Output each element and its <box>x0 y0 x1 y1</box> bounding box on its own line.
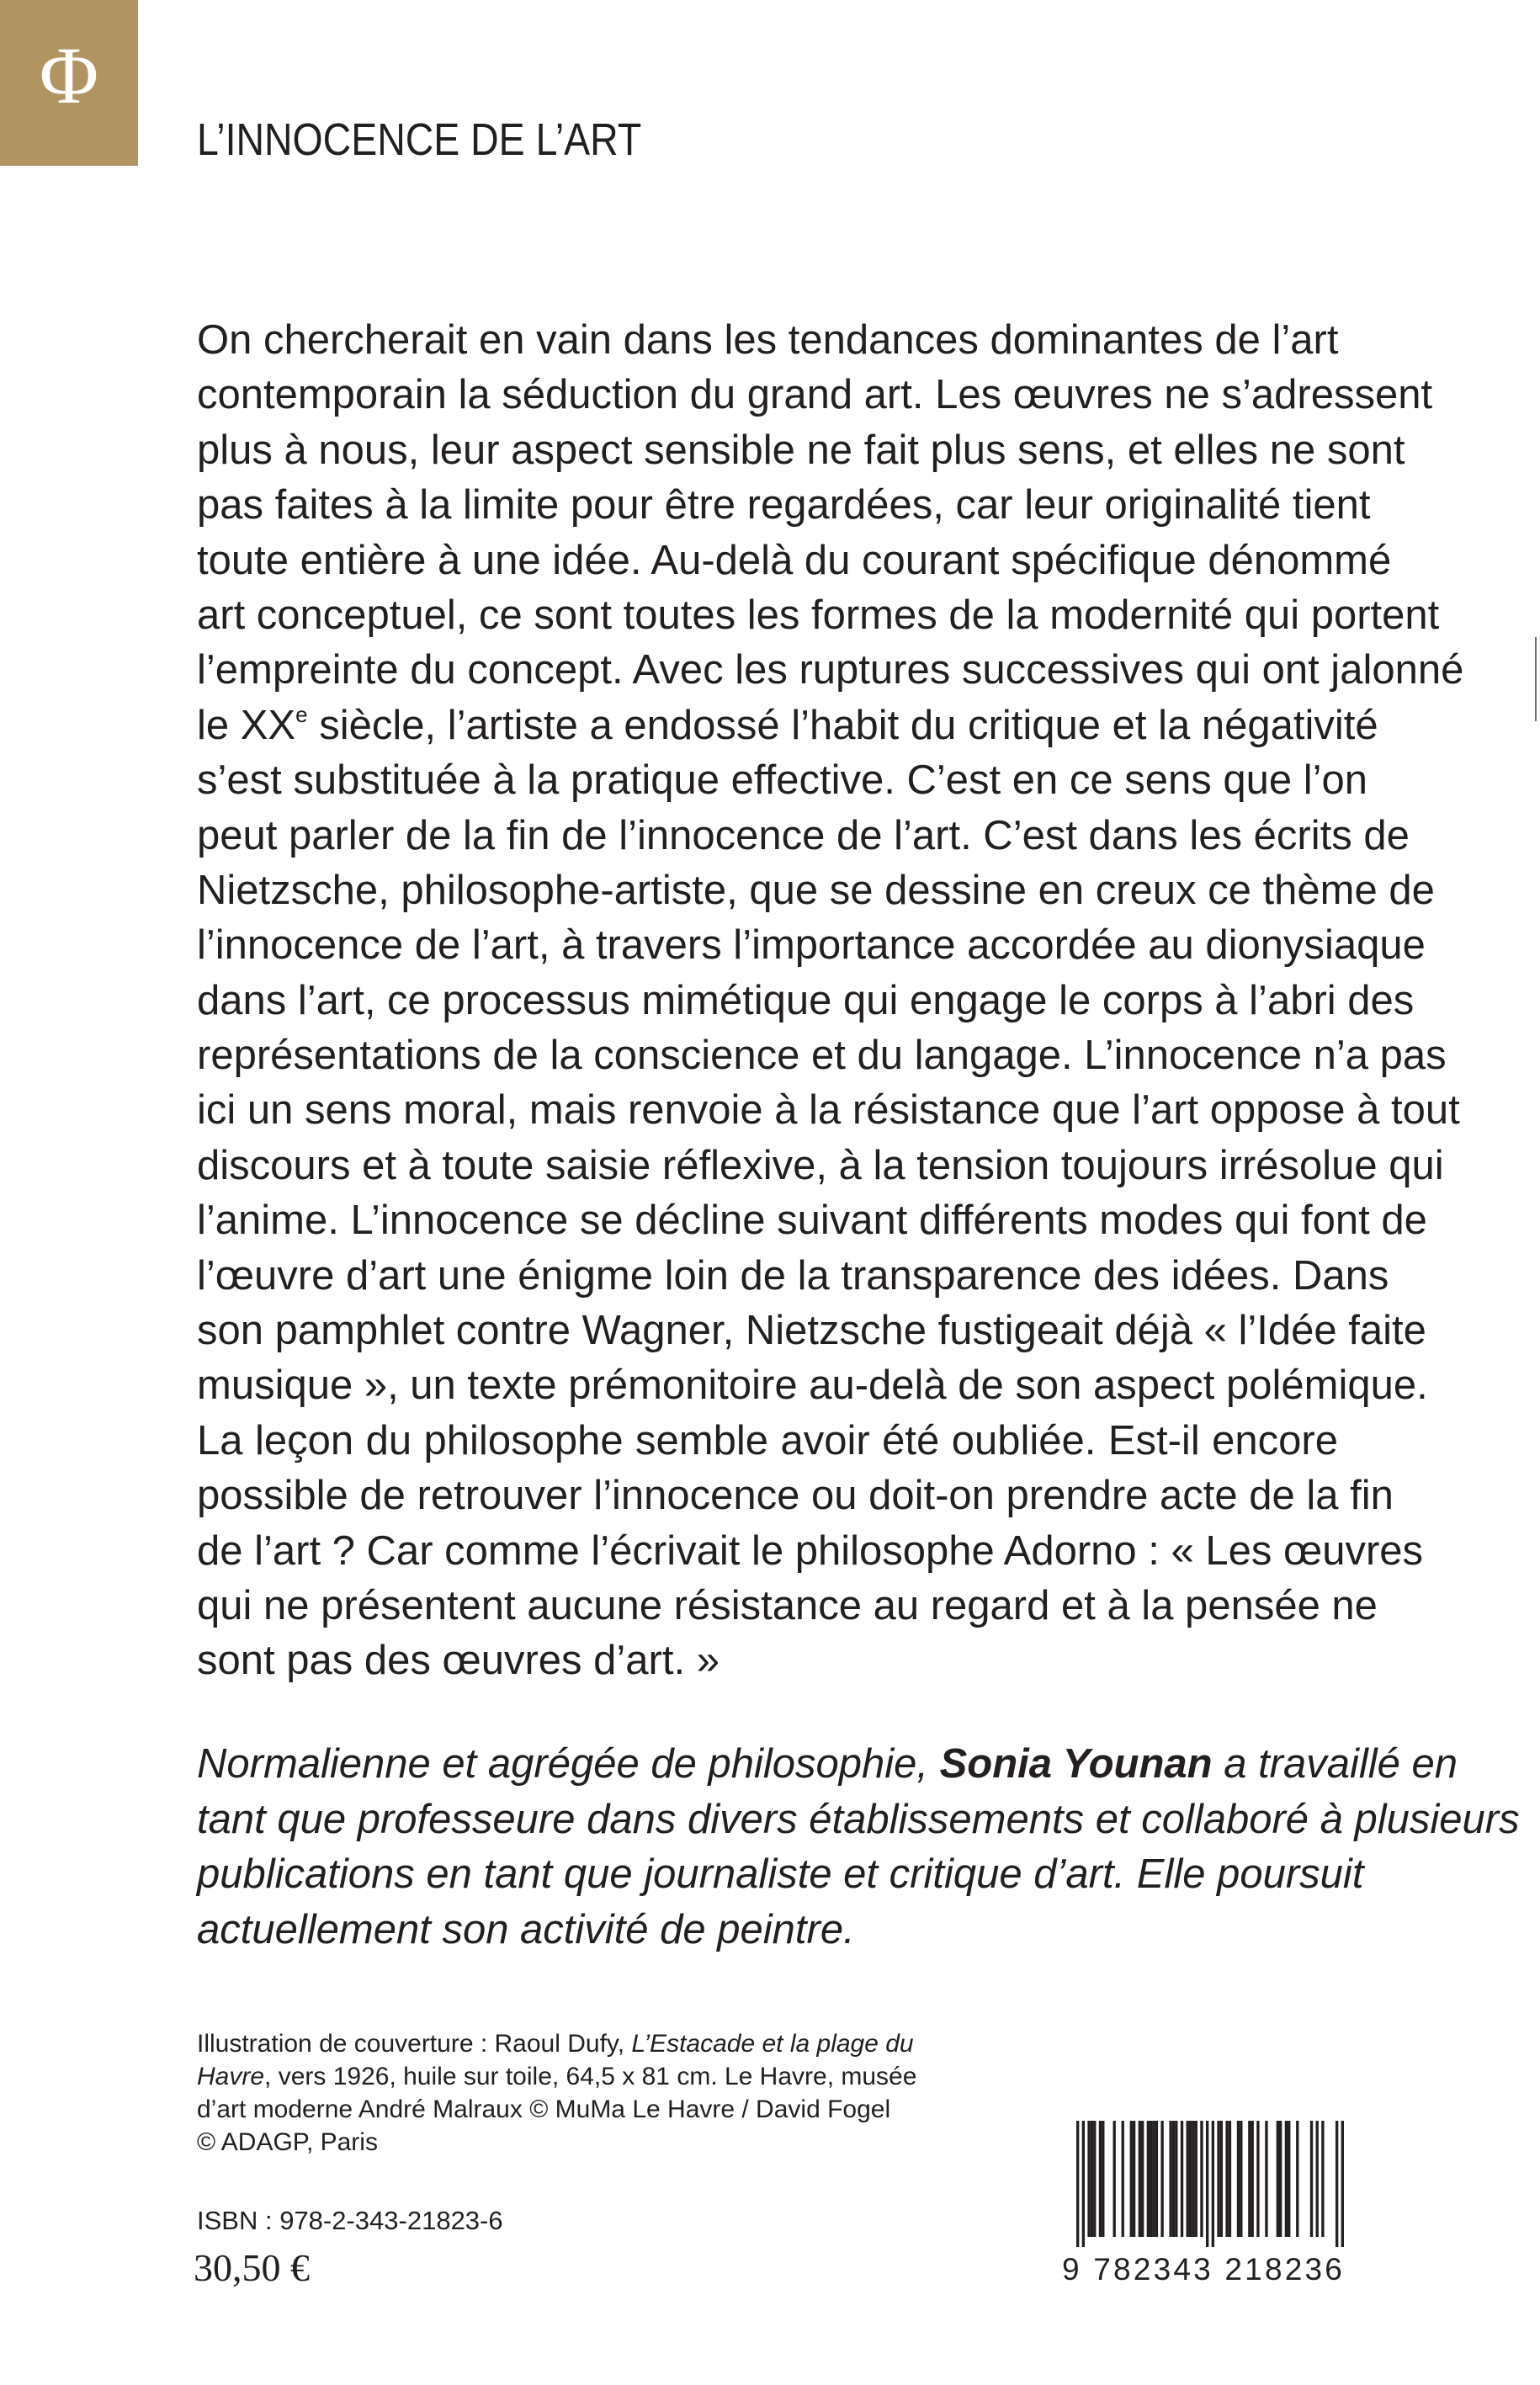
barcode-bar <box>1321 2121 1324 2237</box>
barcode-bar <box>1130 2121 1133 2237</box>
bio-intro: Normalienne et agrégée de philosophie, <box>197 1741 940 1787</box>
artwork-title-end: Havre <box>197 2063 265 2090</box>
barcode-bar <box>1195 2121 1197 2237</box>
century-superscript: e <box>295 701 308 727</box>
barcode-bar <box>1181 2121 1183 2237</box>
barcode-bar <box>1217 2121 1219 2237</box>
summary-line: l’innocence de l’art, à travers l’importance accordée au dionysiaque <box>197 922 1426 969</box>
summary-line: On chercherait en vain dans les tendances dominantes de l’art <box>197 317 1339 363</box>
phi-logo-icon <box>0 0 138 166</box>
barcode-bar <box>1200 2121 1203 2237</box>
summary-line: représentations de la conscience et du langage. L’innocence n’a pas <box>197 1033 1447 1079</box>
summary-line-century <box>197 699 1378 753</box>
summary-line: discours et à toute saisie réflexive, à la tension toujours irrésolue qui <box>197 1142 1444 1188</box>
barcode-number: 9 782343 218236 <box>1062 2252 1346 2287</box>
summary-line: pas faites à la limite pour être regardées, car leur originalité tient <box>197 482 1371 529</box>
barcode-bars-icon <box>1076 2121 1344 2247</box>
barcode-bar <box>1237 2121 1240 2237</box>
author-name: Sonia Younan <box>939 1741 1213 1787</box>
barcode-bar <box>1189 2121 1192 2237</box>
summary-line: peut parler de la fin de l’innocence de l’art. C’est dans les écrits de <box>197 812 1410 858</box>
barcode-bar <box>1169 2121 1171 2237</box>
logo-glyph-text: Φ <box>39 30 99 120</box>
cover-credit <box>197 2027 916 2159</box>
barcode-bar <box>1336 2121 1338 2247</box>
isbn-text: ISBN : 978-2-343-21823-6 <box>197 2206 503 2235</box>
edge-mark <box>1535 637 1537 721</box>
century-after: siècle, l’artiste a endossé l’habit du critique et la négativité <box>307 702 1378 748</box>
summary-line: art conceptuel, ce sont toutes les formes de la modernité qui portent <box>197 592 1440 638</box>
credit-line <box>197 2060 916 2093</box>
bio-intro-end: a travaillé en <box>1212 1741 1458 1787</box>
credit-prefix: Illustration de couverture : Raoul Dufy, <box>197 2030 632 2058</box>
summary-line: La leçon du philosophe semble avoir été oubliée. Est-il encore <box>197 1417 1338 1463</box>
barcode-bar <box>1225 2121 1228 2237</box>
summary-line: plus à nous, leur aspect sensible ne fait plus sens, et elles ne sont <box>197 427 1405 473</box>
barcode-bar <box>1175 2121 1177 2237</box>
publisher-logo <box>0 0 138 166</box>
barcode-bar <box>1113 2121 1116 2237</box>
price-text: 30,50 € <box>194 2246 310 2289</box>
ean-barcode <box>1062 2121 1346 2293</box>
bio-line: tant que professeure dans divers établissements et collaboré à plusieurs <box>197 1796 1520 1842</box>
barcode-bar <box>1248 2121 1251 2237</box>
summary-line: dans l’art, ce processus mimétique qui engage le corps à l’abri des <box>197 977 1415 1023</box>
century-before: le XX <box>197 702 296 748</box>
barcode-bar <box>1150 2121 1152 2237</box>
barcode-bar <box>1087 2121 1090 2237</box>
summary-line: qui ne présentent aucune résistance au regard et à la pensée ne <box>197 1582 1378 1628</box>
barcode-bar <box>1265 2121 1267 2237</box>
barcode-bar <box>1279 2121 1282 2237</box>
barcode-bar <box>1192 2121 1194 2237</box>
bio-line: publications en tant que journaliste et critique d’art. Elle poursuit <box>197 1851 1364 1898</box>
summary-line: l’œuvre d’art une énigme loin de la transparence des idées. Dans <box>197 1252 1389 1299</box>
bio-line <box>197 1737 1458 1793</box>
barcode-bar <box>1093 2121 1096 2237</box>
barcode-bar <box>1082 2121 1085 2247</box>
barcode-bar <box>1155 2121 1158 2237</box>
summary-line: ici un sens moral, mais renvoie à la résistance que l’art oppose à tout <box>197 1087 1460 1134</box>
barcode-bar <box>1212 2121 1214 2247</box>
barcode-bar <box>1285 2121 1288 2237</box>
barcode-bar <box>1139 2121 1141 2237</box>
credit-line: © ADAGP, Paris <box>197 2128 378 2156</box>
barcode-bar <box>1206 2121 1208 2247</box>
artwork-title: L’Estacade et la plage du <box>631 2030 914 2058</box>
barcode-bar <box>1240 2121 1242 2237</box>
barcode-bar <box>1133 2121 1135 2237</box>
bio-line: actuellement son activité de peintre. <box>197 1906 855 1952</box>
summary-line: sont pas des œuvres d’art. » <box>197 1638 720 1684</box>
summary-line: musique », un texte prémonitoire au-delà de son aspect polémique. <box>197 1362 1428 1409</box>
barcode-bar <box>1172 2121 1175 2237</box>
barcode-bar <box>1310 2121 1313 2237</box>
barcode-bar <box>1141 2121 1144 2237</box>
barcode-bar <box>1229 2121 1231 2237</box>
credit-line: d’art moderne André Malraux © MuMa Le Havre / David Fogel <box>197 2096 891 2123</box>
barcode-bar <box>1220 2121 1223 2237</box>
summary-text <box>197 313 1464 1689</box>
summary-line: possible de retrouver l’innocence ou doit-on prendre acte de la fin <box>197 1473 1394 1519</box>
author-bio <box>197 1737 1520 1957</box>
summary-line: Nietzsche, philosophe-artiste, que se dessine en creux ce thème de <box>197 867 1435 913</box>
barcode-bar <box>1122 2121 1124 2237</box>
barcode-bar <box>1091 2121 1093 2237</box>
book-title: L’INNOCENCE DE L’ART <box>197 114 642 165</box>
barcode-bar <box>1296 2121 1298 2237</box>
barcode-bar <box>1076 2121 1079 2247</box>
barcode-bar <box>1341 2121 1344 2247</box>
summary-line: l’empreinte du concept. Avec les ruptures successives qui ont jalonné <box>197 647 1464 693</box>
barcode-bar <box>1152 2121 1155 2237</box>
barcode-bar <box>1160 2121 1163 2237</box>
barcode-bar <box>1256 2121 1259 2237</box>
summary-line: s’est substituée à la pratique effective. C’est en ce sens que l’on <box>197 757 1367 804</box>
barcode-bar <box>1277 2121 1279 2237</box>
summary-line: l’anime. L’innocence se décline suivant différents modes qui font de <box>197 1198 1427 1244</box>
barcode-bar <box>1099 2121 1102 2237</box>
credit-line <box>197 2027 916 2060</box>
summary-line: toute entière à une idée. Au-delà du courant spécifique dénommé <box>197 537 1392 583</box>
barcode-bar <box>1187 2121 1189 2237</box>
credit-details: , vers 1926, huile sur toile, 64,5 x 81 cm. Le Havre, musée <box>264 2063 917 2090</box>
barcode-bar <box>1147 2121 1150 2237</box>
barcode-bar <box>1288 2121 1290 2237</box>
summary-line: son pamphlet contre Wagner, Nietzsche fustigeait déjà « l’Idée faite <box>197 1308 1426 1354</box>
barcode-bar <box>1251 2121 1254 2237</box>
summary-line: contemporain la séduction du grand art. Les œuvres ne s’adressent <box>197 372 1433 418</box>
summary-line: de l’art ? Car comme l’écrivait le philosophe Adorno : « Les œuvres <box>197 1527 1424 1574</box>
barcode-bar <box>1316 2121 1319 2237</box>
barcode-bar <box>1102 2121 1104 2237</box>
